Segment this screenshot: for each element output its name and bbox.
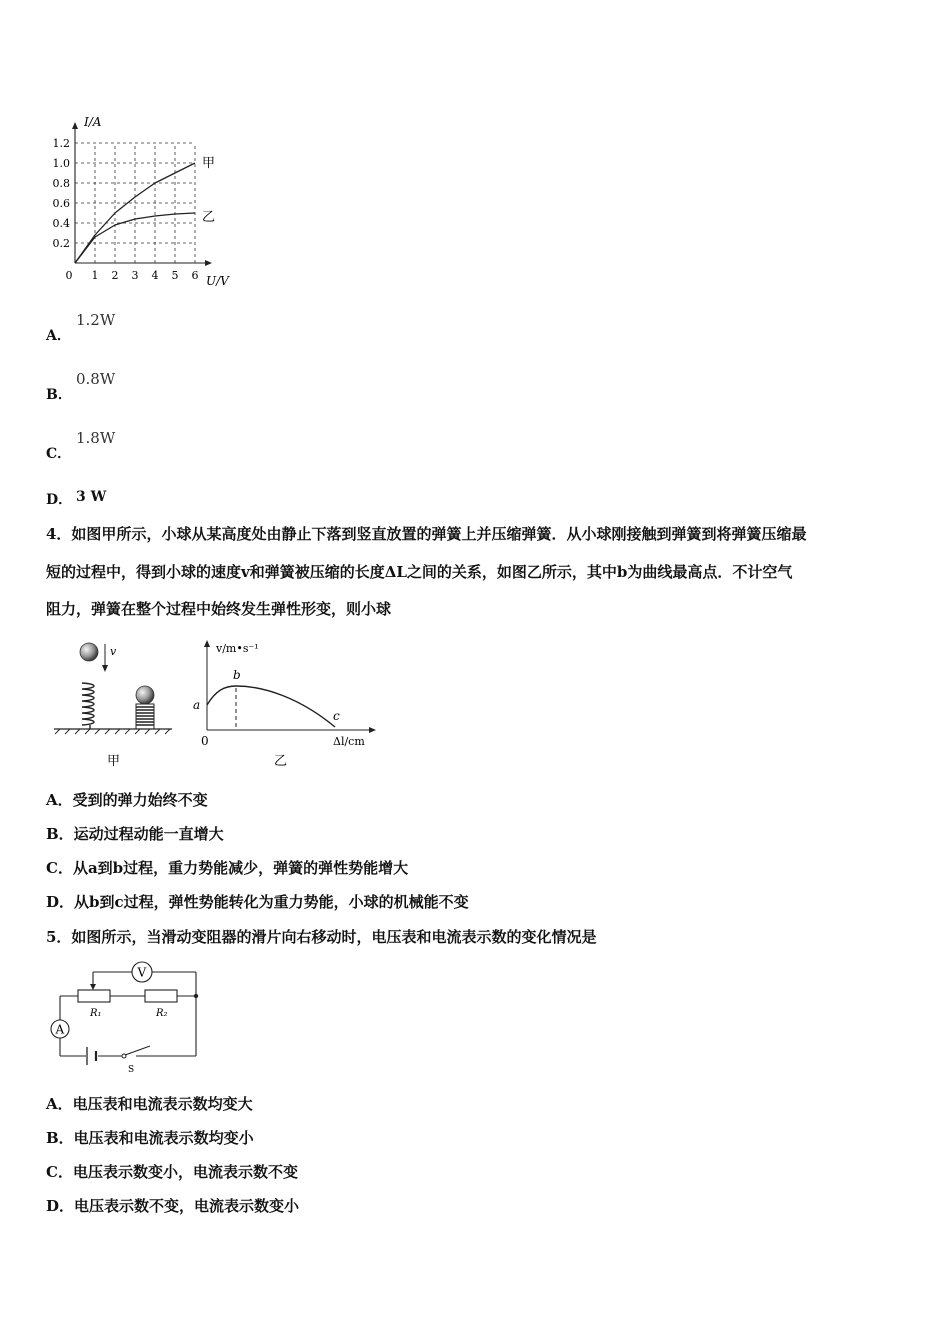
q3-option-b-letter: B．	[46, 387, 72, 403]
point-b-label: b	[233, 668, 241, 682]
velocity-label: v	[110, 645, 117, 658]
q3-option-c-letter: C．	[46, 446, 72, 462]
x-axis-arrow-icon	[205, 260, 212, 266]
x-tick-label: 2	[111, 269, 119, 282]
ground-icon	[54, 729, 172, 734]
y-tick-label: 1.2	[52, 137, 70, 150]
chart-x-ticks	[66, 269, 199, 282]
q4-stem-line-3: 阻力，弹簧在整个过程中始终发生弹性形变，则小球	[46, 600, 392, 618]
figure-caption-jia: 甲	[107, 754, 121, 769]
q5-stem: 5．如图所示，当滑动变阻器的滑片向右移动时，电压表和电流表示数的变化情况是	[46, 928, 597, 946]
junction-dot	[194, 994, 198, 998]
chart-grid	[75, 143, 195, 263]
q3-option-d-value: 3 W	[76, 489, 107, 505]
q4-figure	[50, 632, 390, 772]
voltmeter-icon	[132, 962, 152, 982]
point-a-label: a	[193, 698, 201, 712]
iu-chart	[40, 110, 250, 295]
q4-option-a: A．受到的弹力始终不变	[46, 791, 208, 809]
series-label-yi: 乙	[202, 210, 216, 225]
switch-label: S	[128, 1065, 135, 1075]
chart-x-label: U/V	[206, 274, 229, 288]
chart-series	[75, 156, 215, 263]
svg-text:A: A	[55, 1022, 65, 1037]
x-tick-label: 0	[65, 269, 73, 282]
y-tick-label: 0.6	[52, 197, 70, 210]
relaxed-spring-icon	[82, 683, 94, 729]
q5-option-b: B．电压表和电流表示数均变小	[46, 1129, 254, 1147]
battery-icon	[87, 1047, 96, 1065]
q5-option-d: D．电压表示数不变，电流表示数变小	[46, 1197, 300, 1215]
resistor-r1	[78, 990, 110, 1002]
falling-ball-icon	[80, 643, 98, 661]
q4-stem-line-2: 短的过程中，得到小球的速度v和弹簧被压缩的长度ΔL之间的关系，如图乙所示，其中b为曲线最高点．不计空气	[46, 563, 793, 581]
series-label-jia: 甲	[202, 156, 216, 171]
velocity-arrow-icon	[102, 644, 108, 672]
r2-label: R₂	[156, 1008, 168, 1019]
q3-option-a-letter: A．	[46, 328, 71, 344]
q5-option-a: A．电压表和电流表示数均变大	[46, 1095, 253, 1113]
ammeter-icon	[51, 1020, 69, 1038]
y-tick-label: 1.0	[52, 157, 70, 170]
q3-option-a-value: 1.2W	[76, 311, 116, 329]
circuit-wires	[60, 972, 196, 1056]
q3-option-d-letter: D．	[46, 492, 73, 508]
q4-option-b: B．运动过程动能一直增大	[46, 825, 224, 843]
compressed-spring-icon	[136, 704, 154, 729]
chart-y-label: I/A	[84, 115, 102, 129]
y-tick-label: 0.4	[52, 217, 70, 230]
v-axis-label: v/m•s⁻¹	[216, 642, 259, 655]
q4-option-c: C．从a到b过程，重力势能减少，弹簧的弹性势能增大	[46, 859, 409, 877]
graph-origin: 0	[201, 734, 209, 748]
resistor-r2	[145, 990, 177, 1002]
v-dl-curve	[207, 686, 335, 727]
y-axis-arrow-icon	[72, 122, 78, 129]
r1-label: R₁	[90, 1008, 102, 1019]
x-tick-label: 3	[131, 269, 139, 282]
q3-option-b-value: 0.8W	[76, 370, 116, 388]
slider-arrow-icon	[90, 984, 96, 990]
dl-axis-label: Δl/cm	[333, 735, 365, 748]
q4-stem-line-1: 4．如图甲所示，小球从某高度处由静止下落到竖直放置的弹簧上并压缩弹簧．从小球刚接触到弹簧到将弹簧压缩最	[46, 525, 807, 543]
x-tick-label: 5	[171, 269, 179, 282]
q5-option-c: C．电压表示数变小，电流表示数不变	[46, 1163, 298, 1181]
y-tick-label: 0.2	[52, 237, 70, 250]
x-tick-label: 6	[191, 269, 199, 282]
y-tick-label: 0.8	[52, 177, 70, 190]
chart-y-ticks	[53, 137, 71, 250]
compressed-ball-icon	[136, 686, 154, 704]
figure-caption-yi: 乙	[274, 754, 288, 769]
chart-axes	[72, 122, 212, 266]
svg-text:V: V	[137, 965, 147, 980]
q4-option-d: D．从b到c过程，弹性势能转化为重力势能，小球的机械能不变	[46, 893, 469, 911]
x-tick-label: 1	[91, 269, 99, 282]
x-tick-label: 4	[151, 269, 159, 282]
q3-option-c-value: 1.8W	[76, 429, 116, 447]
q5-circuit	[40, 958, 210, 1080]
point-c-label: c	[333, 709, 340, 723]
